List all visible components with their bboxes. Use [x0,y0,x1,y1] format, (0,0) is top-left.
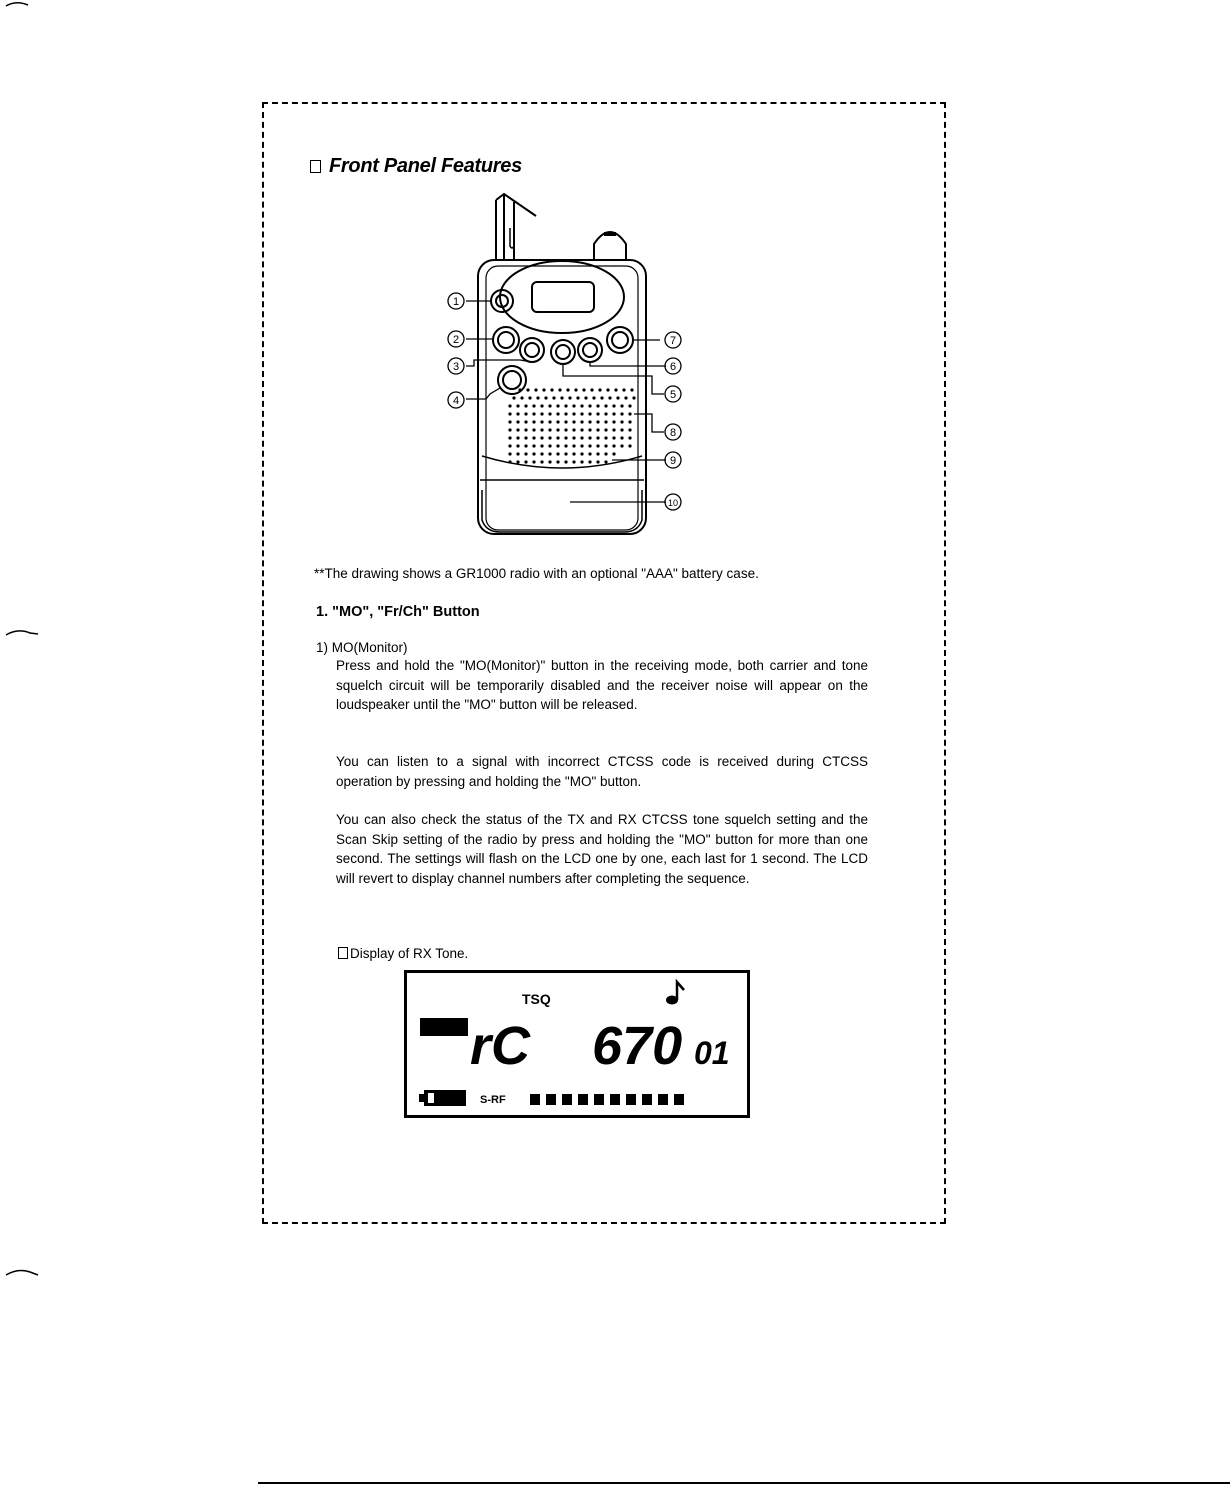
svg-text:3: 3 [452,361,460,373]
callout-9 [665,452,681,468]
drawing-note: **The drawing shows a GR1000 radio with an optional "AAA" battery case. [314,566,759,581]
callout-1 [448,293,464,309]
callout-2 [448,331,464,347]
scan-mark [4,1266,40,1280]
button-1 [491,290,513,312]
paragraph-2: You can listen to a signal with incorrect CTCSS code is received during CTCSS operation by pressing and holding the "MO" button. [336,754,868,789]
antenna [496,194,536,260]
lcd-display [404,970,750,1118]
svg-text:2: 2 [452,334,460,346]
scan-mark [4,626,40,640]
svg-text:7: 7 [669,335,677,347]
button-5 [551,340,575,364]
svg-text:10: 10 [667,498,679,508]
section-heading: 1. "MO", "Fr/Ch" Button [316,604,480,620]
checkbox-icon [310,160,321,173]
display-label: Display of RX Tone. [338,946,468,961]
radio-diagram [430,180,710,550]
callout-4 [448,392,464,408]
signal-segment [626,1094,636,1105]
callout-7 [665,332,681,348]
display-housing [500,261,624,333]
speaker-grille [508,388,635,463]
callout-10 [665,494,681,510]
lcd-window [532,282,594,312]
button-6 [578,338,602,362]
volume-knob [594,232,626,260]
callout-8 [665,424,681,440]
svg-text:1: 1 [452,296,460,308]
svg-text:5: 5 [669,389,677,401]
paragraph-3: You can also check the status of the TX and RX CTCSS tone squelch setting and the Scan Skip setting of the radio by press and holding the "MO" button for more than one second. The settings will flash on the LCD one by one, each last for 1 second. The LCD will revert to display channel numbers after completing the sequence. [336,812,868,886]
scan-mark [4,0,30,10]
svg-text:8: 8 [669,427,677,439]
svg-text:6: 6 [669,361,677,373]
signal-segment [546,1094,556,1105]
lcd-channel: 01 [694,1035,730,1071]
button-7 [607,327,633,353]
battery-icon [419,1090,466,1106]
callout-3 [448,358,464,374]
signal-segment [578,1094,588,1105]
signal-segment [674,1094,684,1105]
checkbox-icon [338,947,348,959]
subheading: 1) MO(Monitor) [316,640,408,655]
button-3 [520,338,544,362]
callout-5 [665,386,681,402]
section-title: Front Panel Features [310,155,522,178]
callout-6 [665,358,681,374]
lcd-tone-value: 670 [592,1016,683,1076]
lcd-block-indicator [420,1018,468,1036]
signal-segment [610,1094,620,1105]
paragraph-1: Press and hold the "MO(Monitor)" button in the receiving mode, both carrier and tone squelch circuit will be temporarily disabled and the receiver noise will appear on the loudspeaker until the "MO" button will be released. [336,658,868,712]
svg-text:9: 9 [669,455,677,467]
battery-case [482,490,642,532]
signal-segment [594,1094,604,1105]
signal-segment [658,1094,668,1105]
button-2 [493,327,519,353]
signal-segment [530,1094,540,1105]
signal-segment [562,1094,572,1105]
lcd-tsq-indicator: TSQ [522,991,551,1007]
lcd-mode-text: rC [470,1016,531,1076]
bottom-rule [258,1482,1230,1484]
svg-text:4: 4 [452,395,460,407]
signal-segment [642,1094,652,1105]
lcd-srf-label: S-RF [480,1094,506,1106]
